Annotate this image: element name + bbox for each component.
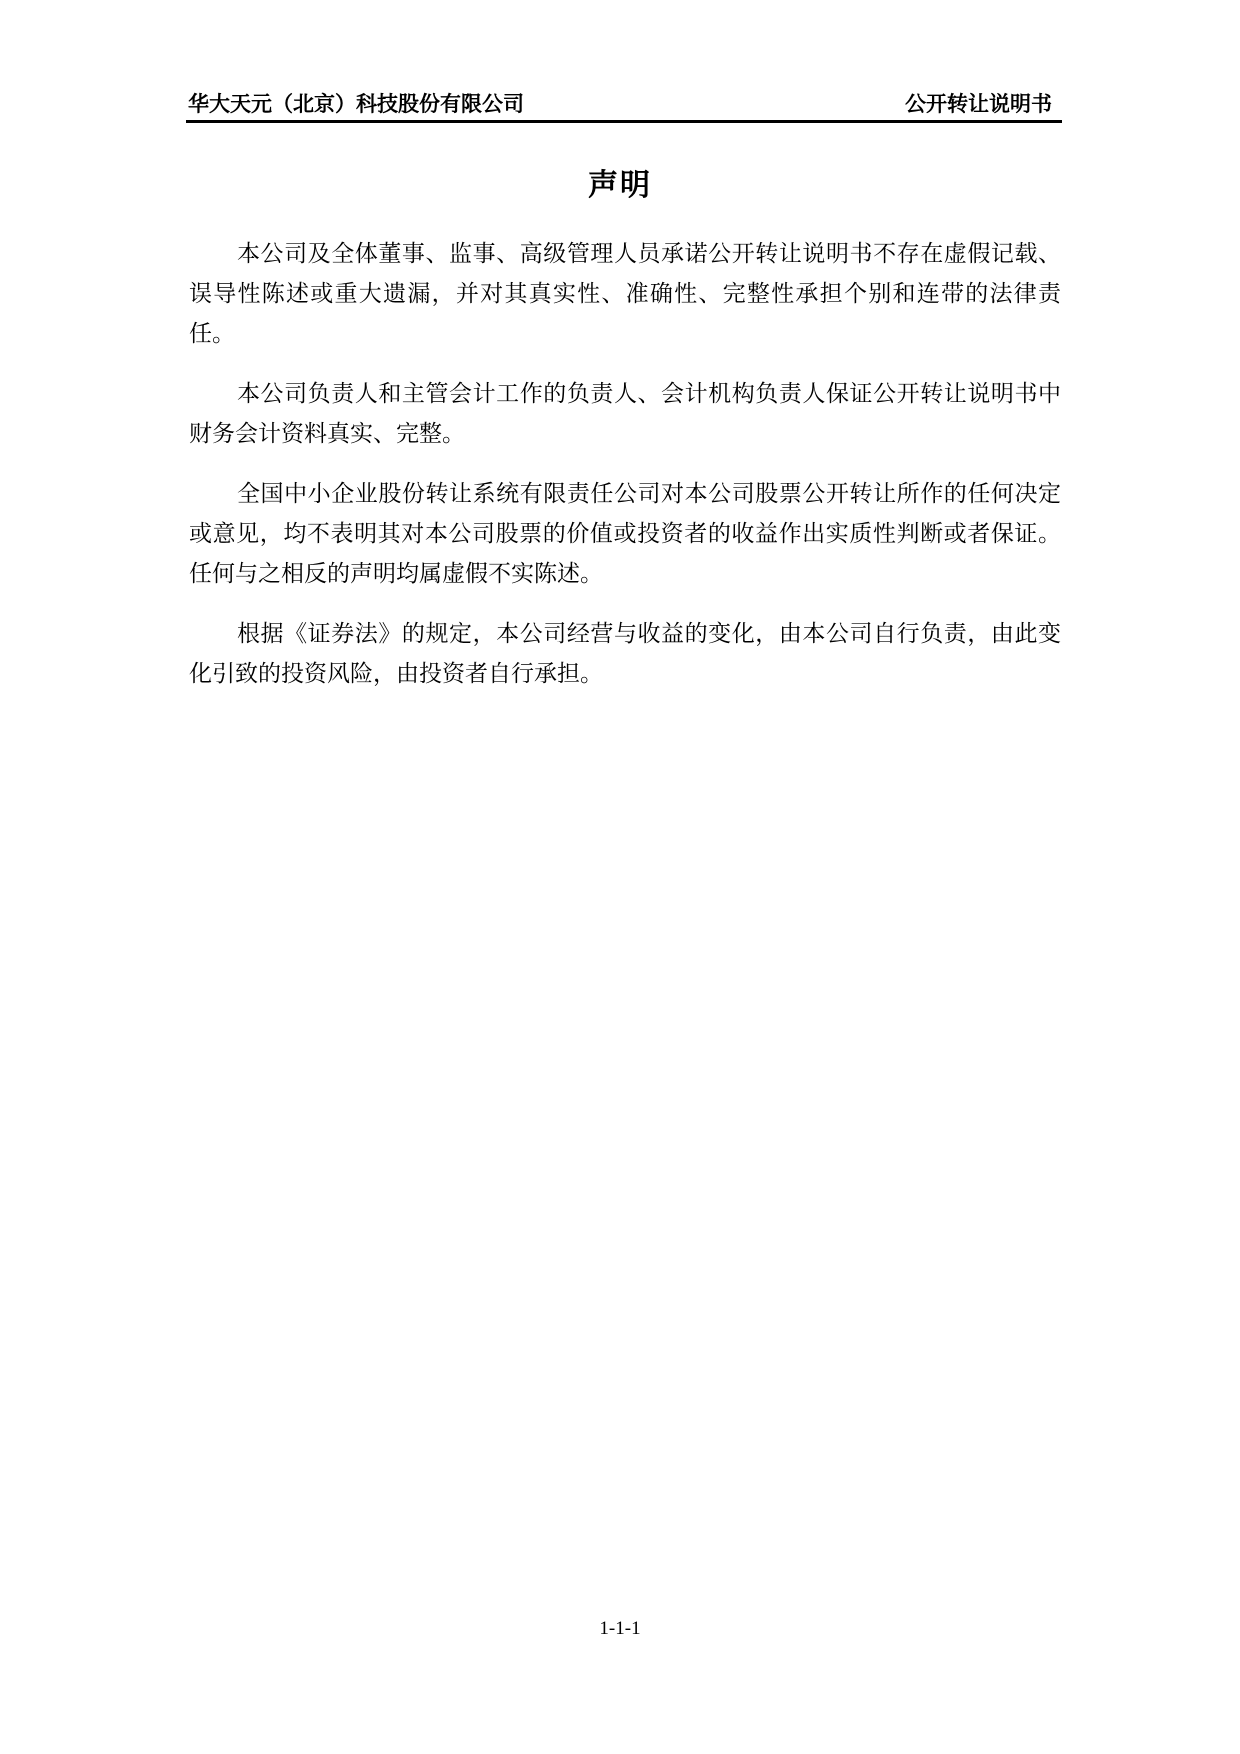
paragraph-1: 本公司及全体董事、监事、高级管理人员承诺公开转让说明书不存在虚假记载、误导性陈述或重大遗漏，并对其真实性、准确性、完整性承担个别和连带的法律责任。 [189, 241, 1061, 347]
statement-body [189, 234, 1061, 714]
header-document-type: 公开转让说明书 [905, 92, 1052, 116]
header-company-name: 华大天元（北京）科技股份有限公司 [188, 92, 524, 116]
paragraph-2: 本公司负责人和主管会计工作的负责人、会计机构负责人保证公开转让说明书中财务会计资料真实、完整。 [189, 381, 1061, 447]
paragraph-3: 全国中小企业股份转让系统有限责任公司对本公司股票公开转让所作的任何决定或意见，均不表明其对本公司股票的价值或投资者的收益作出实质性判断或者保证。任何与之相反的声明均属虚假不实陈述。 [189, 481, 1061, 587]
paragraph-4: 根据《证券法》的规定，本公司经营与收益的变化，由本公司自行负责，由此变化引致的投资风险，由投资者自行承担。 [189, 621, 1061, 687]
page-title: 声明 [588, 168, 652, 203]
page-number: 1-1-1 [599, 1618, 641, 1639]
page-header [186, 86, 1062, 123]
